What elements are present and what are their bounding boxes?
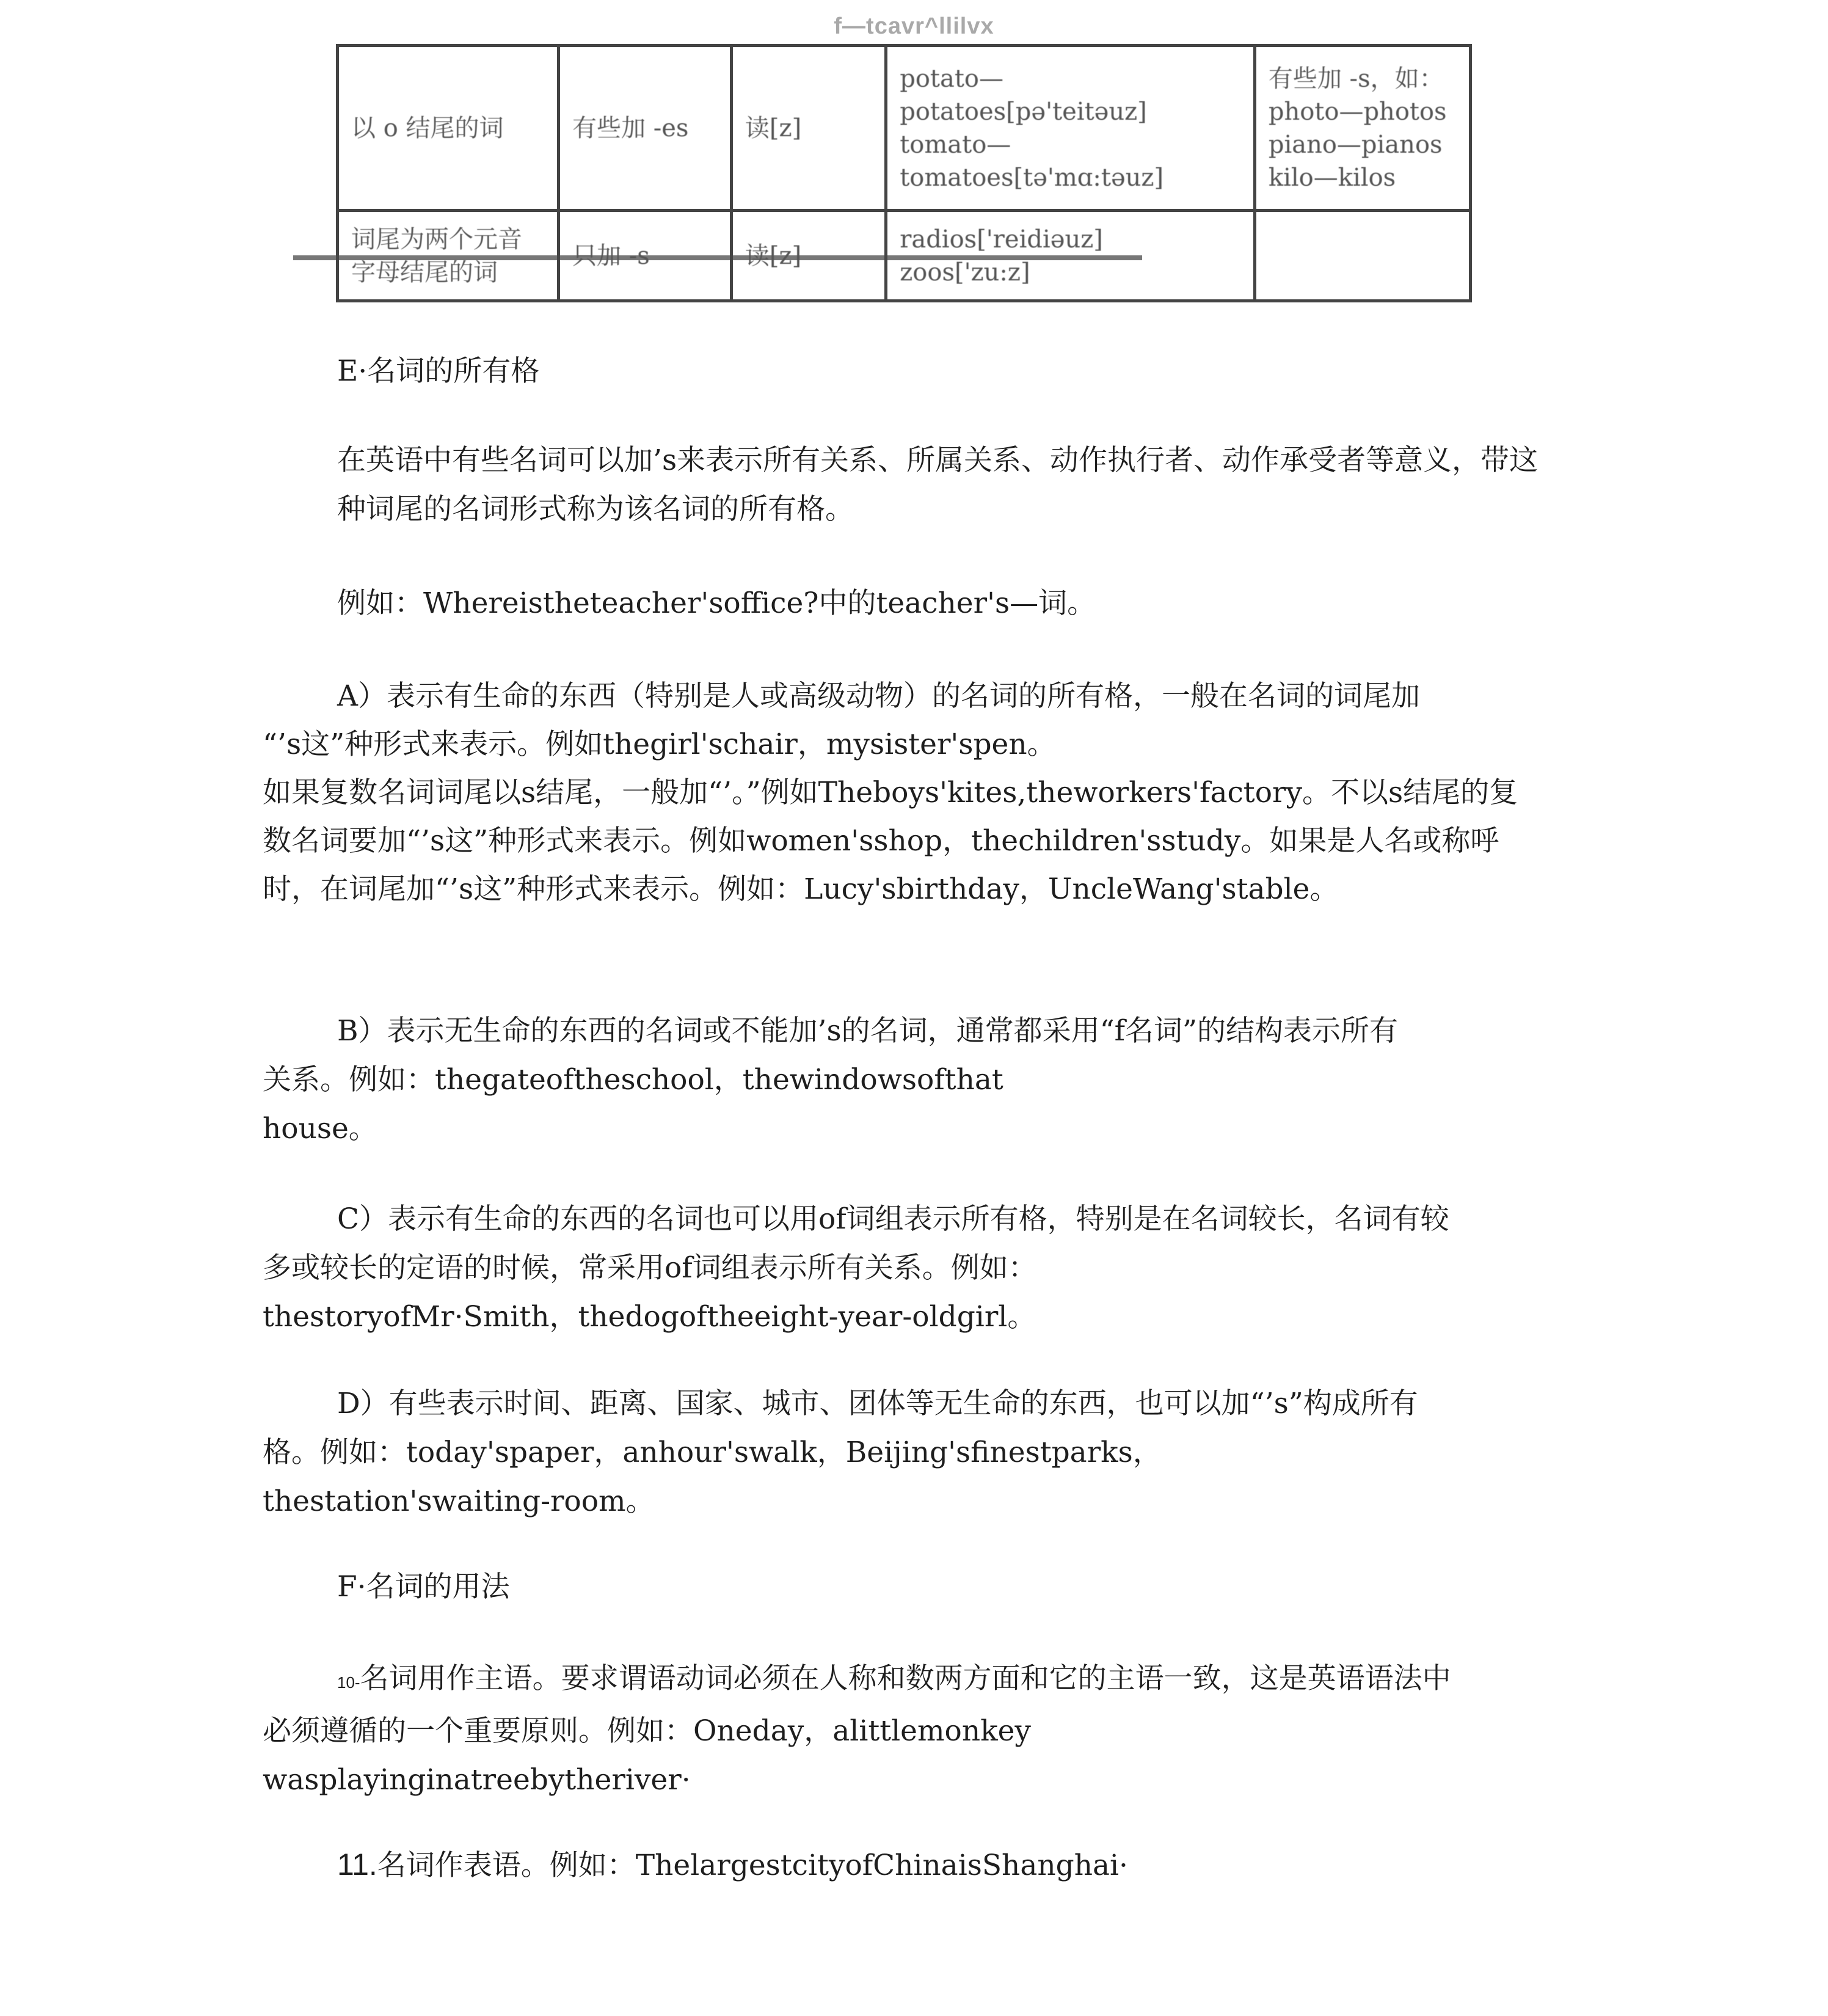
table-cell-rule: 只加 -s: [559, 211, 732, 301]
table-cell-category: 以 o 结尾的词: [338, 46, 559, 211]
item-b-line: 关系。例如：thegateoftheschool，thewindowsofthat: [263, 1063, 1003, 1097]
table-cell-rule: 有些加 -es: [559, 46, 732, 211]
section-e-heading: E·名词的所有格: [337, 354, 540, 388]
table-cell-sound: 读[z]: [731, 46, 886, 211]
page-header-text: f—tcavr^llilvx: [834, 13, 994, 39]
item-10-number: 10-: [337, 1673, 360, 1692]
example-line: zoos['zu:z]: [900, 258, 1030, 287]
item-11-number: 11.: [337, 1847, 377, 1882]
note-line: piano—pianos: [1268, 130, 1443, 159]
example-line: radios['reidiəuz]: [900, 225, 1103, 254]
item-c-line: 多或较长的定语的时候，常采用of词组表示所有关系。例如：: [263, 1251, 1037, 1285]
section-e-example: 例如：Whereistheteacher'soffice?中的teacher's—词。: [337, 586, 1096, 620]
table-row: [338, 46, 1471, 211]
section-e-intro: 在英语中有些名词可以加’s来表示所有关系、所属关系、动作执行者、动作承受者等意义，带这种词尾的名词形式称为该名词的所有格。: [337, 444, 1539, 526]
item-11-line: 名词作表语。例如：ThelargestcityofChinaisShanghai·: [377, 1849, 1128, 1882]
section-e-item-a: [263, 672, 1539, 913]
section-f-item-10: [263, 1654, 1539, 1805]
table-cell-examples: [886, 46, 1255, 211]
note-line: photo—photos: [1268, 97, 1447, 126]
section-f-heading: F·名词的用法: [337, 1570, 510, 1604]
item-b-line: B）表示无生命的东西的名词或不能加’s的名词，通常都采用“f名词”的结构表示所有: [337, 1014, 1399, 1048]
section-e-item-d: [263, 1379, 1539, 1526]
item-d-line: thestation'swaiting-room。: [263, 1485, 655, 1518]
category-line: 词尾为两个元音: [351, 225, 522, 254]
note-line: 有些加 -s，如：: [1268, 64, 1444, 93]
item-d-line: 格。例如：today'spaper，anhour'swalk，Beijing'sfinestparks，: [263, 1436, 1162, 1469]
item-10-line: 必须遵循的一个重要原则。例如：Oneday，alittlemonkey: [263, 1714, 1031, 1748]
table-cell-notes: [1254, 211, 1470, 301]
section-e-item-c: [263, 1195, 1539, 1342]
item-c-line: thestoryofMr·Smith，thedogoftheeight-year-oldgirl。: [263, 1300, 1036, 1334]
table-cell-category: [338, 211, 559, 301]
item-10-line: wasplayinginatreebytheriver·: [263, 1763, 691, 1797]
section-f-item-11: [263, 1840, 1539, 1890]
item-b-line: house。: [263, 1112, 377, 1145]
item-a-line: A）表示有生命的东西（特别是人或高级动物）的名词的所有格，一般在名词的词尾加: [337, 679, 1420, 713]
table-row: [338, 211, 1471, 301]
table-cell-examples: [886, 211, 1255, 301]
category-line: 字母结尾的词: [351, 258, 498, 287]
item-a-line: “’s这”种形式来表示。例如thegirl'schair，mysister'spen。: [263, 728, 1056, 761]
note-line: kilo—kilos: [1268, 163, 1396, 192]
item-10-line: 名词用作主语。要求谓语动词必须在人称和数两方面和它的主语一致，这是英语语法中: [360, 1662, 1451, 1695]
item-a-continuation: 如果复数名词词尾以s结尾，一般加“’。”例如Theboys'kites,theworkers'factory。不以s结尾的复数名词要加“’s这”种形式来表示。例如women'sshop，thechildren'sstudy。如果是人名或称呼时，在词尾加“’s这”种形式来表示。例如：Lucy'sbirthday，UncleWang'stable。: [263, 776, 1518, 906]
plural-rules-table-image: [336, 44, 1478, 307]
plural-rules-table: [336, 44, 1472, 302]
item-c-line: C）表示有生命的东西的名词也可以用of词组表示所有格，特别是在名词较长，名词有较: [337, 1202, 1449, 1236]
item-d-line: D）有些表示时间、距离、国家、城市、团体等无生命的东西，也可以加“’s”构成所有: [337, 1387, 1418, 1420]
example-line: potato—potatoes[pə'teitəuz]: [900, 64, 1147, 126]
section-e-item-b: [263, 1007, 1539, 1153]
table-cell-sound: 读[z]: [731, 211, 886, 301]
example-line: tomato—tomatoes[tə'mɑ:təuz]: [900, 130, 1164, 192]
table-cell-notes: [1254, 46, 1470, 211]
